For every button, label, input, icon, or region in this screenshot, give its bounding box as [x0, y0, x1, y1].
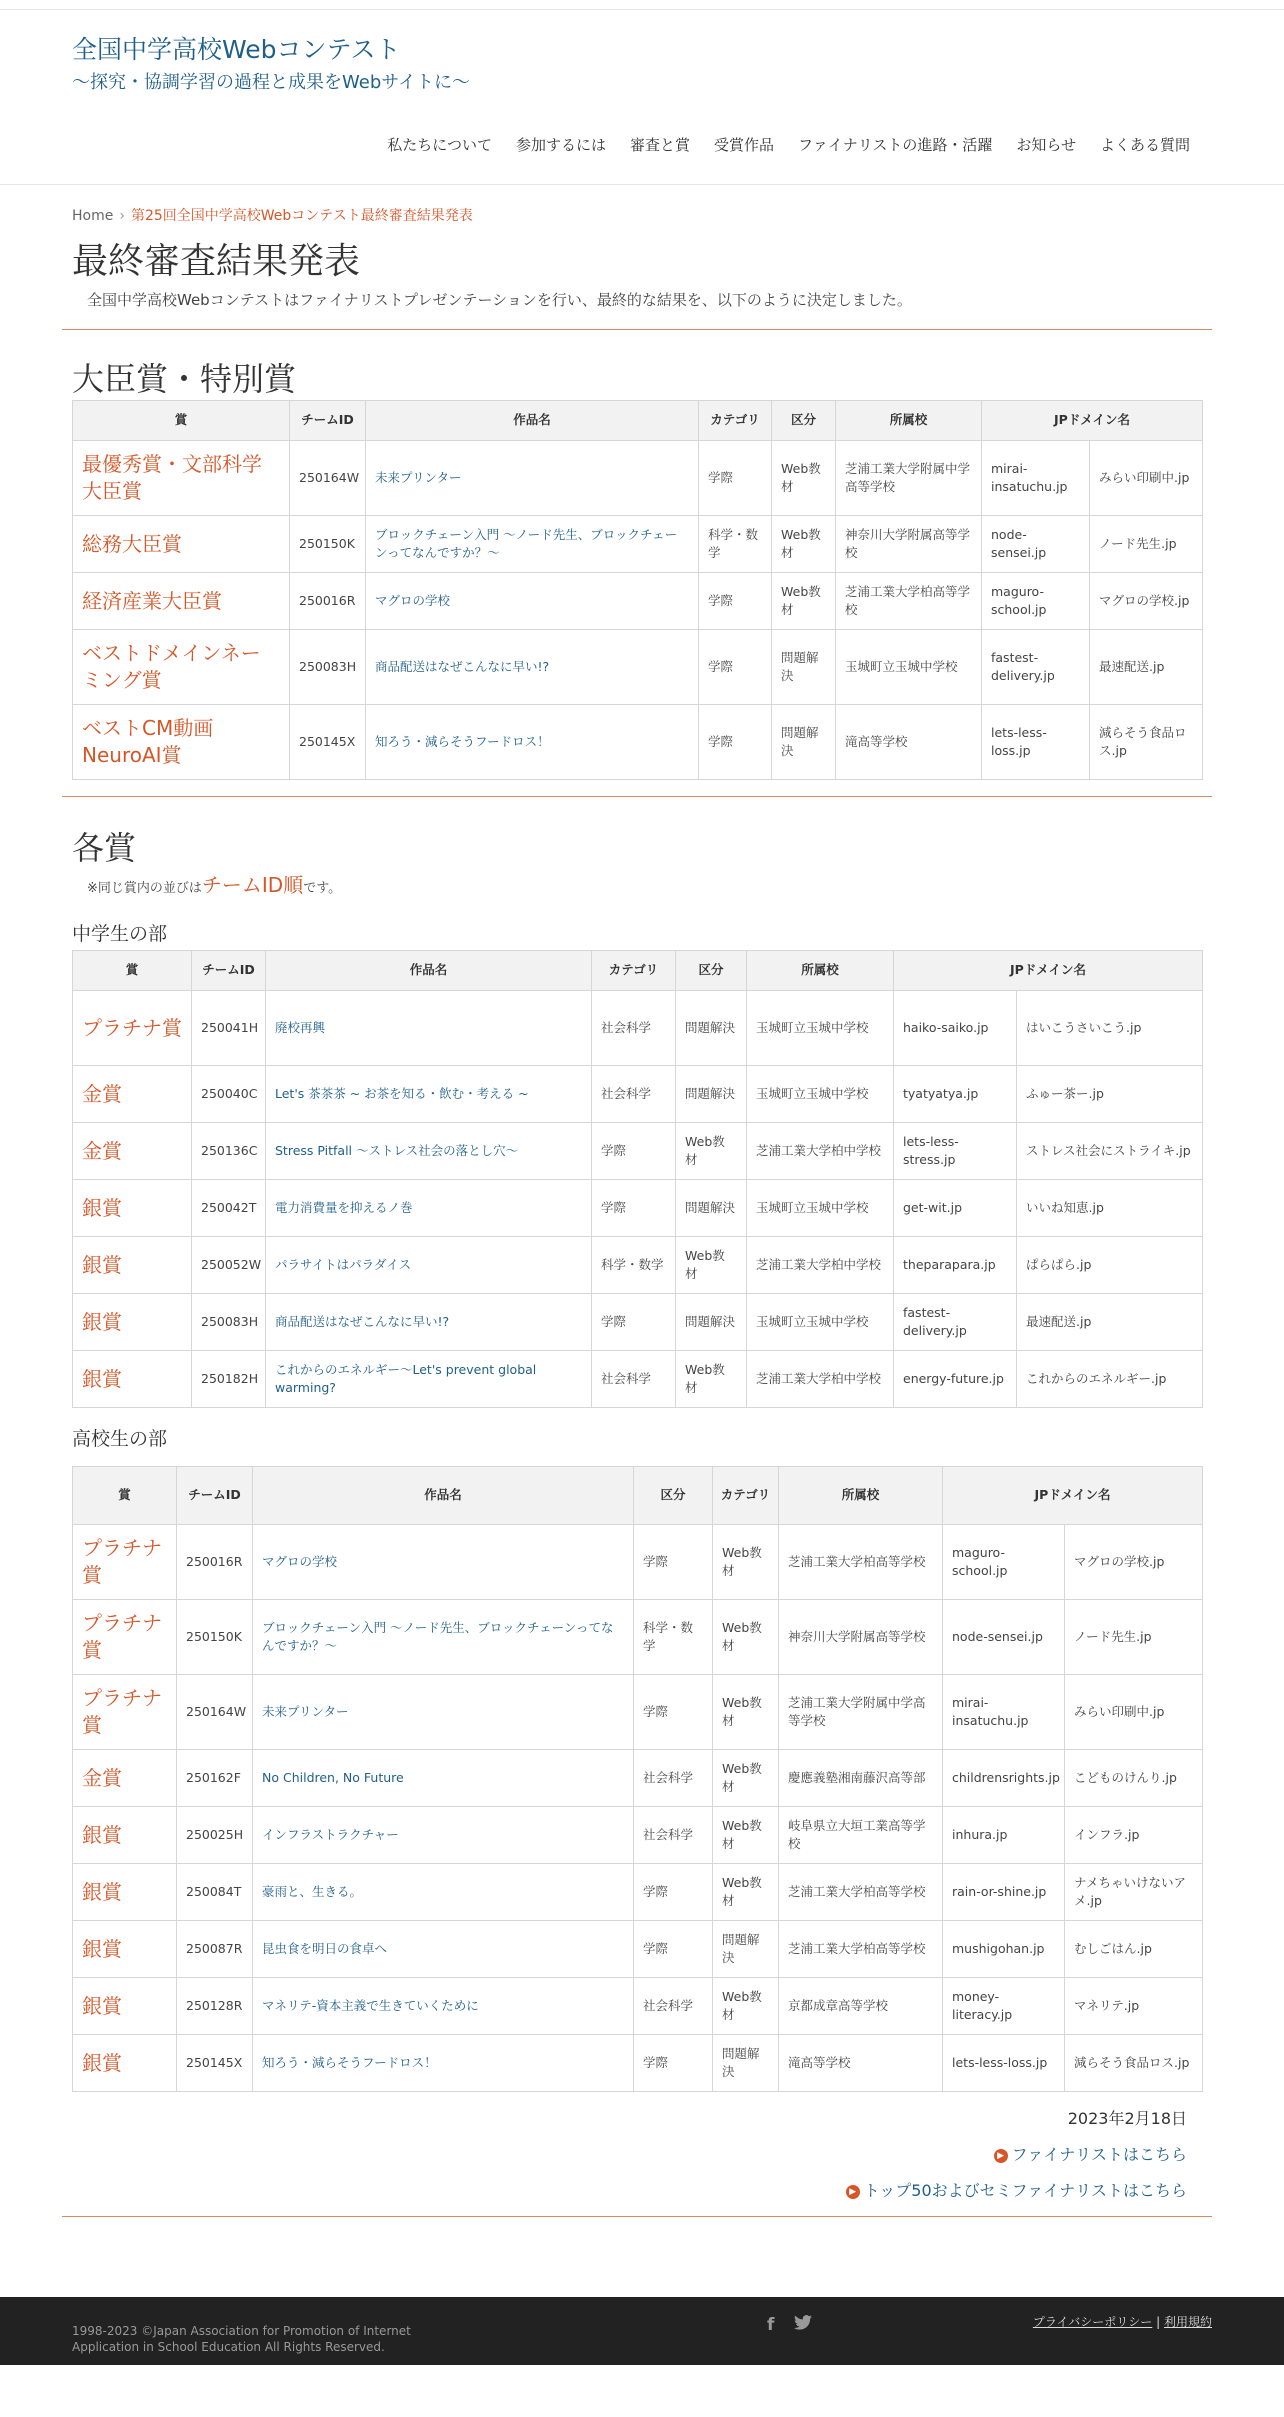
page-title: 最終審査結果発表 [72, 241, 361, 282]
col-award: 賞 [73, 1467, 177, 1525]
cell-award: プラチナ賞 [73, 1525, 177, 1600]
cell-award: プラチナ賞 [73, 1600, 177, 1675]
table-row [73, 1864, 1203, 1921]
col-category: カテゴリ [699, 401, 772, 441]
cell-domain-ascii: mushigohan.jp [943, 1921, 1065, 1978]
cell-school: 芝浦工業大学柏高等学校 [779, 1921, 943, 1978]
cell-division: Web教材 [713, 1750, 779, 1807]
cell-award: 銀賞 [73, 1180, 192, 1237]
top50-link[interactable]: トップ50およびセミファイナリストはこちら [863, 2181, 1187, 2200]
cell-domain-ascii: lets-less-loss.jp [982, 705, 1090, 780]
table-row [73, 1807, 1203, 1864]
cell-award: プラチナ賞 [73, 991, 192, 1066]
divider [62, 329, 1212, 330]
cell-category: 学際 [592, 1294, 676, 1351]
table-row [73, 1600, 1203, 1675]
cell-domain-jp: 減らそう食品ロス.jp [1065, 2035, 1203, 2092]
cell-domain-ascii: inhura.jp [943, 1807, 1065, 1864]
cell-work-title [253, 1600, 634, 1675]
cell-division: 問題解決 [772, 630, 836, 705]
junior-heading: 中学生の部 [72, 923, 168, 945]
work-title-link[interactable]: 昆虫食を明日の食卓へ [262, 1940, 388, 1956]
arrow-right-icon: ▶ [846, 2185, 860, 2199]
cell-domain-jp: むしごはん.jp [1065, 1921, 1203, 1978]
table-header-row [73, 951, 1203, 991]
cell-domain-jp: ストレス社会にストライキ.jp [1017, 1123, 1203, 1180]
cell-team-id: 250087R [177, 1921, 253, 1978]
cell-award: 経済産業大臣賞 [73, 573, 290, 630]
cell-award: 総務大臣賞 [73, 516, 290, 573]
cell-domain-ascii: node-sensei.jp [943, 1600, 1065, 1675]
cell-work-title [266, 991, 592, 1066]
cell-team-id: 250025H [177, 1807, 253, 1864]
cell-work-title [266, 1180, 592, 1237]
work-title-link[interactable]: 商品配送はなぜこんなに早い!? [375, 658, 550, 674]
col-category: カテゴリ [592, 951, 676, 991]
cell-domain-jp: こどものけんり.jp [1065, 1750, 1203, 1807]
col-team-id: チームID [177, 1467, 253, 1525]
work-title-link[interactable]: 商品配送はなぜこんなに早い!? [275, 1313, 450, 1329]
cell-work-title [253, 1921, 634, 1978]
cell-category: 学際 [699, 705, 772, 780]
work-title-link[interactable]: マグロの学校 [262, 1553, 338, 1569]
table-row [73, 991, 1203, 1066]
footer-separator: | [1156, 2315, 1161, 2329]
breadcrumb-home[interactable]: Home [72, 208, 114, 224]
col-work-title: 作品名 [366, 401, 699, 441]
cell-category: 社会科学 [592, 991, 676, 1066]
cell-work-title [253, 1864, 634, 1921]
cell-work-title [366, 516, 699, 573]
finalist-link[interactable]: ファイナリストはこちら [1011, 2145, 1187, 2164]
table-row [73, 573, 1203, 630]
cell-domain-jp: ノード先生.jp [1065, 1600, 1203, 1675]
cell-division: Web教材 [772, 516, 836, 573]
cell-division: Web教材 [676, 1237, 747, 1294]
cell-award: プラチナ賞 [73, 1675, 177, 1750]
cell-award: 金賞 [73, 1066, 192, 1123]
cell-school: 芝浦工業大学柏中学校 [747, 1351, 894, 1408]
col-division: 区分 [772, 401, 836, 441]
table-row [73, 1921, 1203, 1978]
cell-division: Web教材 [713, 1978, 779, 2035]
cell-domain-ascii: money-literacy.jp [943, 1978, 1065, 2035]
cell-award: 銀賞 [73, 1294, 192, 1351]
cell-domain-jp: ナメちゃいけないアメ.jp [1065, 1864, 1203, 1921]
col-jp-domain: JPドメイン名 [982, 401, 1203, 441]
note-prefix: ※同じ賞内の並びは [87, 881, 202, 896]
cell-team-id: 250164W [290, 441, 366, 516]
nav-winners[interactable]: 受賞作品 [714, 136, 775, 154]
work-title-link[interactable]: 未来プリンター [262, 1703, 349, 1719]
col-school: 所属校 [779, 1467, 943, 1525]
table-row [73, 441, 1203, 516]
minister-awards-table [72, 400, 1203, 780]
cell-work-title [366, 630, 699, 705]
cell-domain-jp: ふゅー茶ー.jp [1017, 1066, 1203, 1123]
terms-link[interactable]: 利用規約 [1163, 2315, 1212, 2329]
cell-category: 社会科学 [634, 1978, 713, 2035]
cell-domain-jp: ノード先生.jp [1090, 516, 1203, 573]
cell-award: ベストCM動画NeuroAI賞 [73, 705, 290, 780]
cell-work-title [266, 1123, 592, 1180]
cell-award: 金賞 [73, 1750, 177, 1807]
cell-work-title [253, 1978, 634, 2035]
cell-division: Web教材 [713, 1675, 779, 1750]
col-category: カテゴリ [713, 1467, 779, 1525]
cell-category: 学際 [634, 1921, 713, 1978]
cell-division: Web教材 [713, 1600, 779, 1675]
col-award: 賞 [73, 951, 192, 991]
nav-finalists-career[interactable]: ファイナリストの進路・活躍 [798, 136, 993, 154]
cell-category: 社会科学 [592, 1066, 676, 1123]
cell-domain-ascii: node-sensei.jp [982, 516, 1090, 573]
cell-team-id: 250136C [192, 1123, 266, 1180]
work-title-link[interactable]: 知ろう・減らそうフードロス！ [262, 2054, 437, 2070]
cell-domain-jp: 最速配送.jp [1017, 1294, 1203, 1351]
cell-category: 科学・数学 [634, 1600, 713, 1675]
cell-team-id: 250145X [290, 705, 366, 780]
col-division: 区分 [634, 1467, 713, 1525]
cell-award: 金賞 [73, 1123, 192, 1180]
cell-team-id: 250164W [177, 1675, 253, 1750]
cell-category: 学際 [592, 1180, 676, 1237]
table-row [73, 2035, 1203, 2092]
copyright [72, 2323, 411, 2355]
cell-school: 慶應義塾湘南藤沢高等部 [779, 1750, 943, 1807]
cell-school: 芝浦工業大学柏中学校 [747, 1123, 894, 1180]
cell-school: 芝浦工業大学柏高等学校 [779, 1525, 943, 1600]
cell-category: 学際 [592, 1123, 676, 1180]
footer-links [1033, 2313, 1212, 2330]
cell-domain-ascii: maguro-school.jp [982, 573, 1090, 630]
work-title-link[interactable]: マネリテ-資本主義で生きていくために [262, 1997, 479, 2013]
cell-category: 学際 [634, 2035, 713, 2092]
cell-domain-ascii: theparapara.jp [894, 1237, 1017, 1294]
cell-school: 芝浦工業大学柏高等学校 [836, 573, 982, 630]
cell-category: 学際 [634, 1675, 713, 1750]
cell-domain-ascii: rain-or-shine.jp [943, 1864, 1065, 1921]
cell-work-title [366, 705, 699, 780]
page-lead: 全国中学高校Webコンテストはファイナリストプレゼンテーションを行い、最終的な結果を、以下のように決定しました。 [87, 291, 912, 309]
cell-domain-jp: これからのエネルギー.jp [1017, 1351, 1203, 1408]
cell-award: ベストドメインネーミング賞 [73, 630, 290, 705]
awards-heading: 各賞 [72, 829, 137, 867]
cell-division: Web教材 [713, 1525, 779, 1600]
cell-team-id: 250016R [177, 1525, 253, 1600]
privacy-policy-link[interactable]: プライバシーポリシー [1032, 2315, 1153, 2329]
cell-team-id: 250016R [290, 573, 366, 630]
nav-join[interactable]: 参加するには [515, 136, 606, 154]
cell-division: Web教材 [713, 1807, 779, 1864]
cell-division: 問題解決 [676, 1180, 747, 1237]
breadcrumb [0, 185, 1284, 229]
cell-work-title [266, 1237, 592, 1294]
nav-news[interactable]: お知らせ [1016, 136, 1076, 154]
cell-division: 問題解決 [713, 2035, 779, 2092]
table-row [73, 1525, 1203, 1600]
cell-category: 社会科学 [634, 1750, 713, 1807]
col-division: 区分 [676, 951, 747, 991]
finalist-link-row [0, 2142, 1284, 2178]
cell-school: 岐阜県立大垣工業高等学校 [779, 1807, 943, 1864]
cell-school: 神奈川大学附属高等学校 [779, 1600, 943, 1675]
cell-domain-ascii: fastest-delivery.jp [982, 630, 1090, 705]
table-row [73, 516, 1203, 573]
cell-work-title [253, 2035, 634, 2092]
work-title-link[interactable]: マグロの学校 [375, 592, 451, 608]
work-title-link[interactable]: Let's 茶茶茶 ~ お茶を知る・飲む・考える ~ [275, 1085, 529, 1101]
cell-category: 科学・数学 [699, 516, 772, 573]
cell-team-id: 250042T [192, 1180, 266, 1237]
cell-school: 芝浦工業大学柏中学校 [747, 1237, 894, 1294]
cell-division: 問題解決 [676, 991, 747, 1066]
cell-category: 学際 [699, 441, 772, 516]
col-jp-domain: JPドメイン名 [943, 1467, 1203, 1525]
table-row [73, 1351, 1203, 1408]
col-school: 所属校 [747, 951, 894, 991]
cell-domain-jp: 最速配送.jp [1090, 630, 1203, 705]
cell-school: 玉城町立玉城中学校 [747, 1066, 894, 1123]
cell-school: 玉城町立玉城中学校 [747, 991, 894, 1066]
cell-domain-jp: マグロの学校.jp [1090, 573, 1203, 630]
cell-category: 学際 [634, 1864, 713, 1921]
chevron-right-icon: › [119, 208, 125, 224]
breadcrumb-current: 第25回全国中学高校Webコンテスト最終審査結果発表 [130, 208, 473, 224]
cell-work-title [253, 1807, 634, 1864]
cell-domain-jp: みらい印刷中.jp [1065, 1675, 1203, 1750]
table-header-row [73, 401, 1203, 441]
note-highlight: チームID順 [201, 873, 304, 897]
social-links [767, 2315, 832, 2335]
cell-school: 滝高等学校 [836, 705, 982, 780]
main-nav [363, 134, 1190, 155]
site-footer [0, 2297, 1284, 2365]
cell-work-title [253, 1675, 634, 1750]
cell-domain-ascii: energy-future.jp [894, 1351, 1017, 1408]
cell-team-id: 250083H [192, 1294, 266, 1351]
spacer [0, 2217, 1284, 2297]
cell-school: 芝浦工業大学附属中学高等学校 [779, 1675, 943, 1750]
copyright-line-2: Application in School Education All Rights Reserved. [72, 2340, 385, 2355]
table-header-row [73, 1467, 1203, 1525]
note-suffix: です。 [303, 881, 342, 896]
cell-domain-ascii: childrensrights.jp [943, 1750, 1065, 1807]
cell-team-id: 250162F [177, 1750, 253, 1807]
arrow-right-icon: ▶ [994, 2149, 1008, 2163]
cell-domain-jp: ぱらぱら.jp [1017, 1237, 1203, 1294]
cell-team-id: 250182H [192, 1351, 266, 1408]
cell-team-id: 250128R [177, 1978, 253, 2035]
work-title-link[interactable]: 廃校再興 [275, 1019, 326, 1035]
twitter-icon[interactable] [794, 2315, 812, 2335]
col-work-title: 作品名 [266, 951, 592, 991]
result-date: 2023年2月18日 [1067, 2109, 1187, 2128]
cell-domain-jp: はいこうさいこう.jp [1017, 991, 1203, 1066]
cell-school: 玉城町立玉城中学校 [747, 1294, 894, 1351]
cell-work-title [266, 1351, 592, 1408]
cell-domain-ascii: mirai-insatuchu.jp [982, 441, 1090, 516]
table-row [73, 1675, 1203, 1750]
cell-domain-jp: いいね知恵.jp [1017, 1180, 1203, 1237]
cell-school: 芝浦工業大学柏高等学校 [779, 1864, 943, 1921]
work-title-link[interactable]: パラサイトはパラダイス [275, 1256, 412, 1272]
cell-work-title [253, 1750, 634, 1807]
cell-team-id: 250145X [177, 2035, 253, 2092]
cell-domain-jp: マネリテ.jp [1065, 1978, 1203, 2035]
work-title-link[interactable]: No Children, No Future [262, 1769, 404, 1785]
cell-division: Web教材 [713, 1864, 779, 1921]
cell-division: 問題解決 [713, 1921, 779, 1978]
table-row [73, 1123, 1203, 1180]
divider [62, 796, 1212, 797]
cell-work-title [266, 1294, 592, 1351]
cell-team-id: 250150K [177, 1600, 253, 1675]
cell-domain-jp: インフラ.jp [1065, 1807, 1203, 1864]
cell-school: 玉城町立玉城中学校 [836, 630, 982, 705]
cell-award: 銀賞 [73, 1237, 192, 1294]
cell-division: Web教材 [772, 441, 836, 516]
cell-school: 玉城町立玉城中学校 [747, 1180, 894, 1237]
cell-category: 社会科学 [634, 1807, 713, 1864]
cell-domain-jp: 減らそう食品ロス.jp [1090, 705, 1203, 780]
cell-division: 問題解決 [772, 705, 836, 780]
table-row [73, 630, 1203, 705]
col-work-title: 作品名 [253, 1467, 634, 1525]
nav-judging[interactable]: 審査と賞 [629, 136, 690, 154]
table-row [73, 1180, 1203, 1237]
col-team-id: チームID [290, 401, 366, 441]
awards-note [0, 869, 1284, 909]
work-title-link[interactable]: Stress Pitfall ～ストレス社会の落とし穴～ [275, 1142, 519, 1158]
cell-domain-ascii: get-wit.jp [894, 1180, 1017, 1237]
junior-awards-table [72, 950, 1203, 1408]
copyright-line-1: 1998-2023 ©Japan Association for Promotion of Internet [72, 2324, 411, 2338]
cell-category: 学際 [699, 573, 772, 630]
work-title-link[interactable]: 豪雨と、生きる。 [262, 1883, 363, 1899]
cell-division: 問題解決 [676, 1066, 747, 1123]
cell-category: 社会科学 [592, 1351, 676, 1408]
cell-category: 科学・数学 [592, 1237, 676, 1294]
cell-category: 学際 [634, 1525, 713, 1600]
facebook-icon[interactable]: f [767, 2315, 775, 2335]
cell-award: 最優秀賞・文部科学大臣賞 [73, 441, 290, 516]
cell-division: Web教材 [772, 573, 836, 630]
table-row [73, 705, 1203, 780]
minister-heading: 大臣賞・特別賞 [72, 360, 297, 398]
cell-school: 芝浦工業大学附属中学高等学校 [836, 441, 982, 516]
cell-domain-ascii: fastest-delivery.jp [894, 1294, 1017, 1351]
cell-division: 問題解決 [676, 1294, 747, 1351]
cell-domain-ascii: lets-less-loss.jp [943, 2035, 1065, 2092]
table-row [73, 1294, 1203, 1351]
cell-team-id: 250041H [192, 991, 266, 1066]
cell-award: 銀賞 [73, 1864, 177, 1921]
cell-domain-ascii: mirai-insatuchu.jp [943, 1675, 1065, 1750]
work-title-link[interactable]: 知ろう・減らそうフードロス！ [375, 733, 550, 749]
cell-domain-ascii: lets-less-stress.jp [894, 1123, 1017, 1180]
site-title[interactable]: 全国中学高校Webコンテスト [72, 35, 401, 64]
cell-division: Web教材 [676, 1123, 747, 1180]
col-team-id: チームID [192, 951, 266, 991]
work-title-link[interactable]: インフラストラクチャー [262, 1826, 399, 1842]
work-title-link[interactable]: ブロックチェーン入門 〜ノード先生、ブロックチェーンってなんですか？〜 [375, 526, 678, 560]
table-row [73, 1750, 1203, 1807]
work-title-link[interactable]: 電力消費量を抑えるノ巻 [275, 1199, 413, 1215]
cell-domain-jp: マグロの学校.jp [1065, 1525, 1203, 1600]
cell-school: 滝高等学校 [779, 2035, 943, 2092]
top50-link-row [0, 2178, 1284, 2214]
col-school: 所属校 [836, 401, 982, 441]
cell-domain-ascii: maguro-school.jp [943, 1525, 1065, 1600]
cell-team-id: 250040C [192, 1066, 266, 1123]
nav-about[interactable]: 私たちについて [387, 136, 492, 154]
site-subtitle: ～探究・協調学習の過程と成果をWebサイトに～ [72, 72, 470, 93]
table-row [73, 1066, 1203, 1123]
cell-team-id: 250052W [192, 1237, 266, 1294]
cell-team-id: 250150K [290, 516, 366, 573]
cell-work-title [366, 441, 699, 516]
cell-domain-jp: みらい印刷中.jp [1090, 441, 1203, 516]
cell-domain-ascii: tyatyatya.jp [894, 1066, 1017, 1123]
work-title-link[interactable]: これからのエネルギー～Let's prevent global warming? [275, 1361, 537, 1395]
main-content [0, 185, 1284, 2297]
top-border [0, 0, 1284, 10]
cell-team-id: 250084T [177, 1864, 253, 1921]
senior-awards-table [72, 1466, 1203, 2092]
cell-work-title [266, 1066, 592, 1123]
cell-school: 京都成章高等学校 [779, 1978, 943, 2035]
cell-award: 銀賞 [73, 1807, 177, 1864]
table-row [73, 1237, 1203, 1294]
cell-award: 銀賞 [73, 2035, 177, 2092]
cell-team-id: 250083H [290, 630, 366, 705]
cell-category: 学際 [699, 630, 772, 705]
nav-faq[interactable]: よくある質問 [1099, 136, 1190, 154]
cell-work-title [366, 573, 699, 630]
cell-award: 銀賞 [73, 1921, 177, 1978]
work-title-link[interactable]: 未来プリンター [375, 469, 462, 485]
cell-award: 銀賞 [73, 1351, 192, 1408]
col-jp-domain: JPドメイン名 [894, 951, 1203, 991]
work-title-link[interactable]: ブロックチェーン入門 〜ノード先生、ブロックチェーンってなんですか？〜 [262, 1619, 614, 1653]
senior-heading: 高校生の部 [72, 1428, 168, 1450]
cell-school: 神奈川大学附属高等学校 [836, 516, 982, 573]
site-header [0, 10, 1284, 185]
cell-award: 銀賞 [73, 1978, 177, 2035]
cell-division: Web教材 [676, 1351, 747, 1408]
table-row [73, 1978, 1203, 2035]
cell-work-title [253, 1525, 634, 1600]
cell-domain-ascii: haiko-saiko.jp [894, 991, 1017, 1066]
col-award: 賞 [73, 401, 290, 441]
